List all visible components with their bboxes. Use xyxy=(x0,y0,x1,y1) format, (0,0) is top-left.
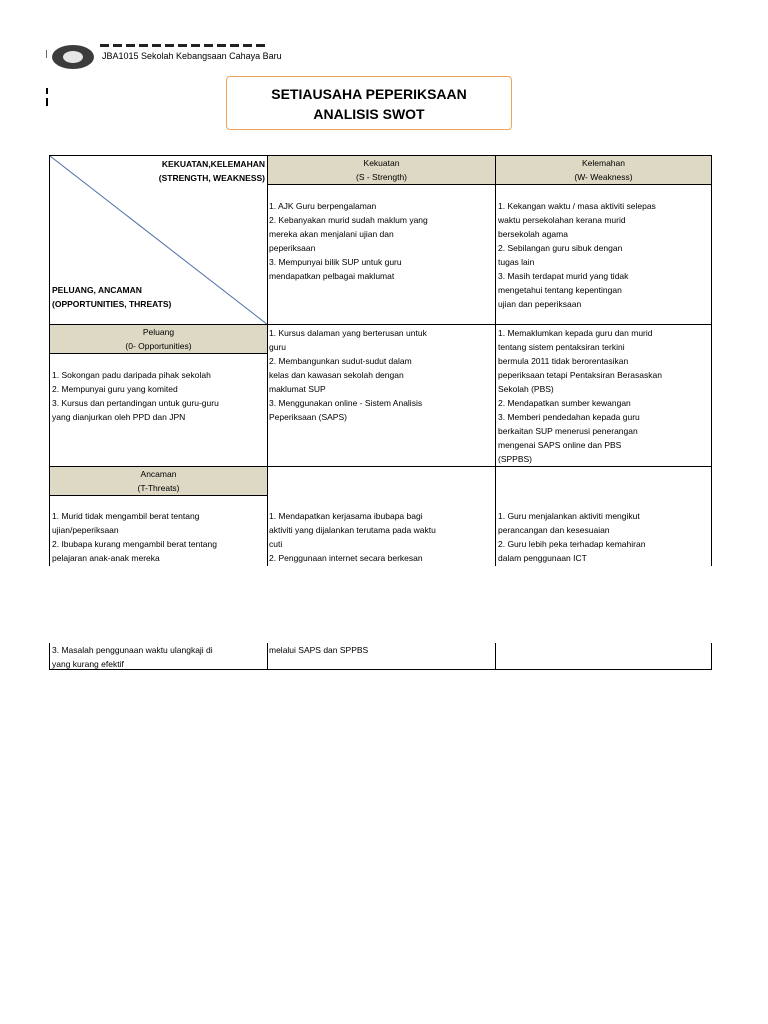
table-border-right xyxy=(711,155,712,566)
corner-bottom-line: (OPPORTUNITIES, THREATS) xyxy=(52,299,172,309)
list-item: ujian/peperiksaan xyxy=(52,525,119,535)
list-item: dalam penggunaan ICT xyxy=(498,553,587,563)
list-item: ujian dan peperiksaan xyxy=(498,299,582,309)
list-item: kelas dan kawasan sekolah dengan xyxy=(269,370,404,380)
margin-mark xyxy=(46,88,48,94)
strengths-list xyxy=(269,199,428,283)
strength-header-sub: (S - Strength) xyxy=(355,172,408,182)
corner-top-line: KEKUATAN,KELEMAHAN xyxy=(161,159,265,169)
list-item: mengetahui tentang kepentingan xyxy=(498,285,622,295)
wo-strategies-list xyxy=(498,326,662,466)
list-item: peperiksaan xyxy=(269,243,316,253)
threat-header xyxy=(50,467,267,495)
list-item: 3. Kursus dan pertandingan untuk guru-guru xyxy=(52,398,219,408)
corner-bottom-line: PELUANG, ANCAMAN xyxy=(52,285,142,295)
list-item: 2. Mendapatkan sumber kewangan xyxy=(498,398,631,408)
list-item: 1. Kekangan waktu / masa aktiviti selepas xyxy=(498,201,656,211)
list-item: 2. Penggunaan internet secara berkesan xyxy=(269,553,423,563)
list-item: melalui SAPS dan SPPBS xyxy=(269,645,369,655)
list-item: mereka akan menjalani ujian dan xyxy=(269,229,394,239)
list-item: 3. Menggunakan online - Sistem Analisis xyxy=(269,398,423,408)
list-item: 2. Membangunkan sudut-sudut dalam xyxy=(269,356,412,366)
list-item: bermula 2011 tidak berorentasikan xyxy=(498,356,629,366)
list-item: tentang sistem pentaksiran terkini xyxy=(498,342,625,352)
corner-top-line: (STRENGTH, WEAKNESS) xyxy=(158,173,265,183)
list-item: 3. Masih terdapat murid yang tidak xyxy=(498,271,629,281)
header-decoration xyxy=(100,44,268,47)
table-border-left xyxy=(49,155,50,566)
wt-strategies-list xyxy=(498,509,645,565)
table-line xyxy=(267,643,268,670)
list-item: guru xyxy=(269,342,287,352)
strength-header xyxy=(268,156,495,184)
list-item: perancangan dan kesesuaian xyxy=(498,525,610,535)
margin-mark xyxy=(46,50,47,58)
list-item: 3. Masalah penggunaan waktu ulangkaji di xyxy=(52,645,213,655)
st-strategies-list xyxy=(269,509,436,565)
list-item: cuti xyxy=(269,539,283,549)
table-line xyxy=(49,353,268,354)
list-item: 1. Guru menjalankan aktiviti mengikut xyxy=(498,511,640,521)
document-title-box xyxy=(226,76,512,130)
list-item: 2. Sebilangan guru sibuk dengan xyxy=(498,243,623,253)
weakness-header-sub: (W- Weakness) xyxy=(574,172,633,182)
table-line xyxy=(267,155,268,566)
list-item: peperiksaan tetapi Pentaksiran Berasaskan xyxy=(498,370,662,380)
list-item: 1. Sokongan padu daripada pihak sekolah xyxy=(52,370,211,380)
list-item: 1. AJK Guru berpengalaman xyxy=(269,201,377,211)
school-name: JBA1015 Sekolah Kebangsaan Cahaya Baru xyxy=(102,51,282,61)
list-item: 1. Kursus dalaman yang berterusan untuk xyxy=(269,328,427,338)
list-item: 2. Mempunyai guru yang komited xyxy=(52,384,178,394)
list-item: berkaitan SUP menerusi penerangan xyxy=(498,426,638,436)
strength-header-title: Kekuatan xyxy=(363,158,400,168)
opportunity-header-sub: (0- Opportunities) xyxy=(125,341,192,351)
list-item: 3. Memberi pendedahan kepada guru xyxy=(498,412,640,422)
corner-top-label xyxy=(159,157,265,185)
list-item: mendapatkan pelbagai maklumat xyxy=(269,271,395,281)
list-item: pelajaran anak-anak mereka xyxy=(52,553,160,563)
school-logo-emblem xyxy=(63,51,83,63)
table-border-right xyxy=(711,643,712,670)
list-item: yang dianjurkan oleh PPD dan JPN xyxy=(52,412,186,422)
st-strategies-list-continued xyxy=(269,643,368,657)
list-item: (SPPBS) xyxy=(498,454,533,464)
list-item: Sekolah (PBS) xyxy=(498,384,554,394)
table-line xyxy=(495,155,496,566)
document-title: SETIAUSAHA PEPERIKSAAN xyxy=(271,86,467,102)
table-line xyxy=(495,643,496,670)
threats-list xyxy=(52,509,217,565)
table-line xyxy=(267,184,712,185)
threats-list-continued xyxy=(52,643,213,671)
table-border-left xyxy=(49,643,50,670)
list-item: 2. Kebanyakan murid sudah maklum yang xyxy=(269,215,428,225)
list-item: 2. Guru lebih peka terhadap kemahiran xyxy=(498,539,646,549)
list-item: bersekolah agama xyxy=(498,229,568,239)
list-item: 1. Murid tidak mengambil berat tentang xyxy=(52,511,200,521)
list-item: yang kurang efektif xyxy=(52,659,124,669)
list-item: tugas lain xyxy=(498,257,535,267)
list-item: maklumat SUP xyxy=(269,384,326,394)
list-item: Peperiksaan (SAPS) xyxy=(269,412,347,422)
margin-mark xyxy=(46,98,48,106)
list-item: aktiviti yang dijalankan terutama pada waktu xyxy=(269,525,436,535)
opportunities-list xyxy=(52,368,219,424)
weakness-header-title: Kelemahan xyxy=(581,158,625,168)
corner-bottom-label xyxy=(52,283,171,311)
table-line xyxy=(49,495,268,496)
list-item: mengenai SAPS online dan PBS xyxy=(498,440,622,450)
threat-header-title: Ancaman xyxy=(140,469,177,479)
threat-header-sub: (T-Threats) xyxy=(137,483,180,493)
list-item: 1. Memaklumkan kepada guru dan murid xyxy=(498,328,653,338)
weaknesses-list xyxy=(498,199,656,311)
list-item: waktu persekolahan kerana murid xyxy=(498,215,626,225)
document-subtitle: ANALISIS SWOT xyxy=(313,106,425,122)
opportunity-header-title: Peluang xyxy=(142,327,175,337)
list-item: 1. Mendapatkan kerjasama ibubapa bagi xyxy=(269,511,423,521)
opportunity-header xyxy=(50,325,267,353)
list-item: 2. Ibubapa kurang mengambil berat tentang xyxy=(52,539,217,549)
weakness-header xyxy=(496,156,711,184)
so-strategies-list xyxy=(269,326,427,424)
list-item: 3. Mempunyai bilik SUP untuk guru xyxy=(269,257,402,267)
